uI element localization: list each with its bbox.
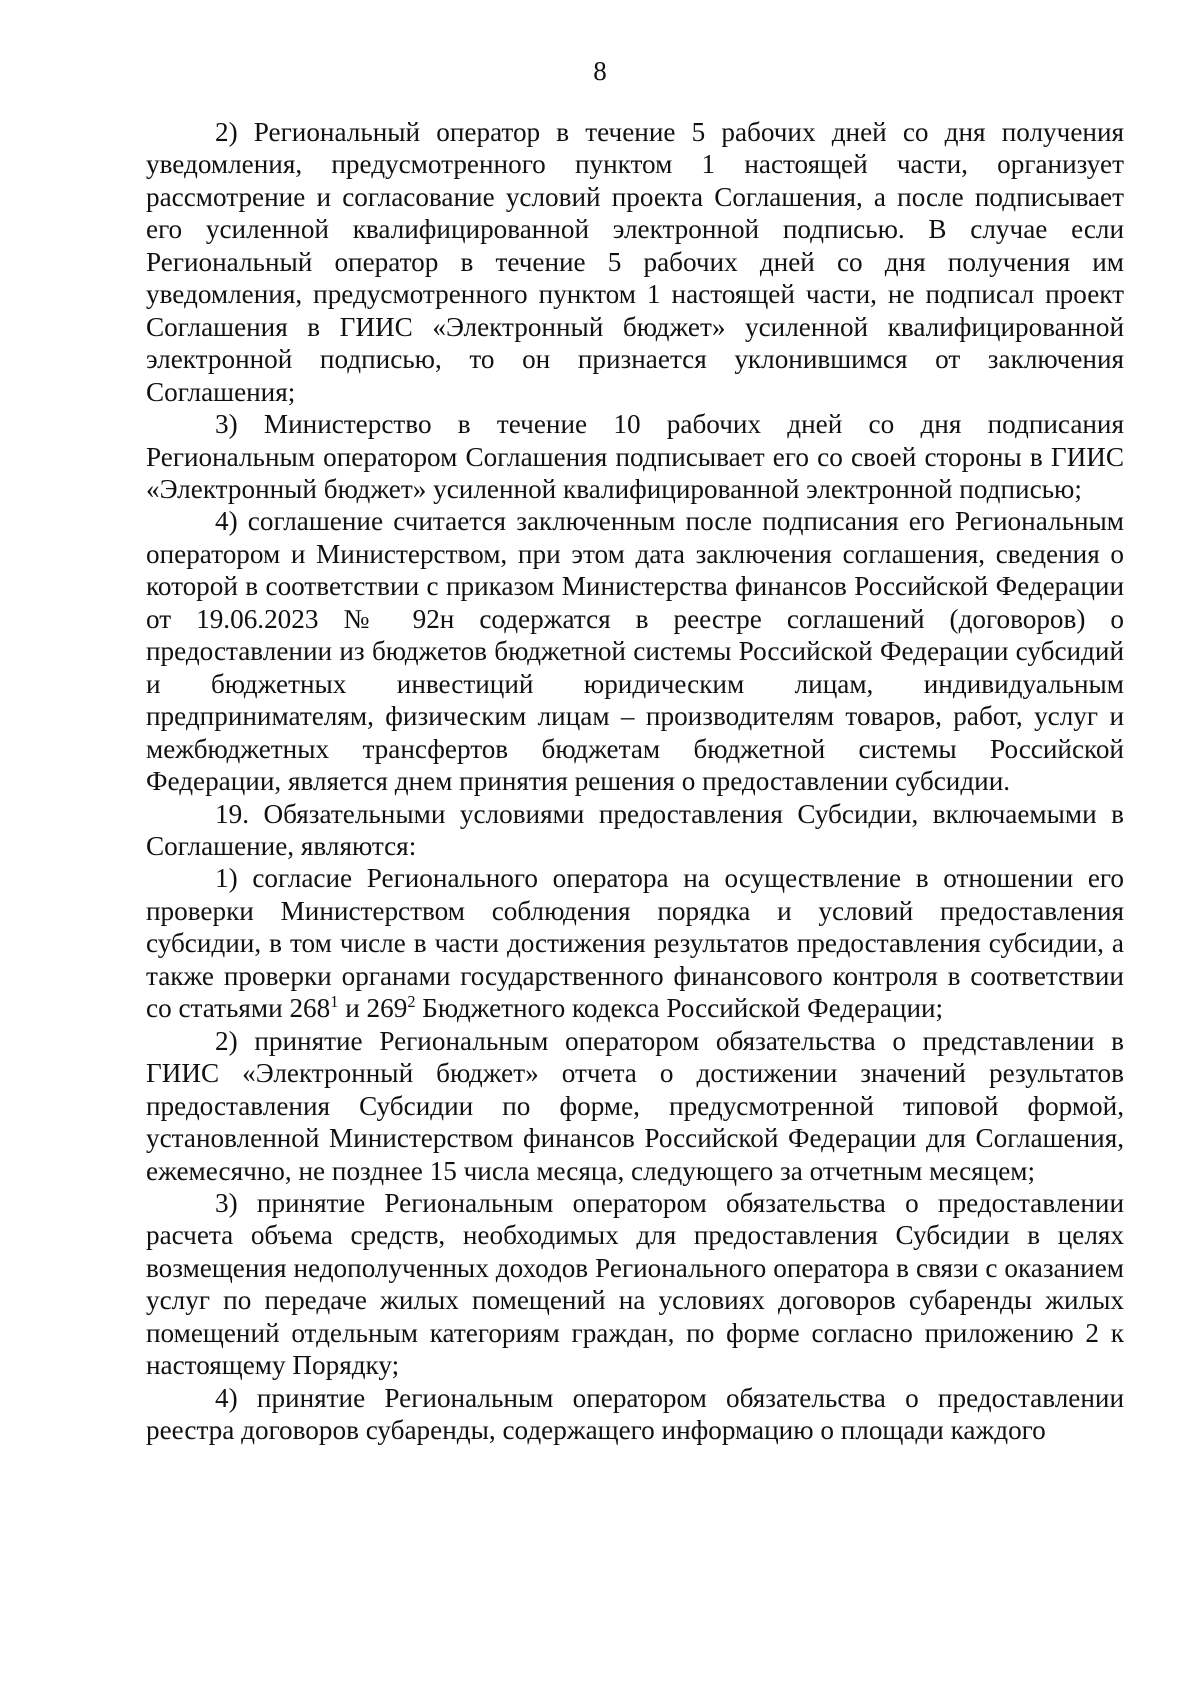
paragraph-condition-3-calculation: 3) принятие Региональным оператором обязательства о предоставлении расчета объема средств, необходимых для предоставления Субсидии в целях возмещения недополученных доходов Регионального оператора в связи с оказанием услуг по передаче жилых помещений на условиях договоров субаренды жилых помещений отдельным категориям граждан, по форме согласно приложению 2 к настоящему Порядку; — [146, 1187, 1124, 1381]
condition-1-text-end: Бюджетного кодекса Российской Федерации; — [415, 993, 944, 1024]
paragraph-condition-1-consent — [146, 862, 1124, 1024]
paragraph-condition-4-registry: 4) принятие Региональным оператором обязательства о предоставлении реестра договоров субаренды, содержащего информацию о площади каждого — [146, 1382, 1124, 1446]
article-268-superscript: 1 — [330, 992, 339, 1012]
condition-1-text-middle: и 269 — [338, 993, 408, 1024]
paragraph-clause-19-conditions: 19. Обязательными условиями предоставления Субсидии, включаемыми в Соглашение, являются: — [146, 798, 1124, 861]
paragraph-item-3-ministry-signing: 3) Министерство в течение 10 рабочих дней со дня подписания Региональным оператором Соглашения подписывает его со своей стороны в ГИИС «Электронный бюджет» усиленной квалифицированной электронной подписью; — [146, 409, 1124, 504]
paragraph-item-4-agreement-concluded: 4) соглашение считается заключенным после подписания его Региональным оператором и Министерством, при этом дата заключения соглашения, сведения о которой в соответствии с приказом Министерства финансов Российской Федерации от 19.06.2023 № 92н содержатся в реестре соглашений (договоров) о предоставлении из бюджетов бюджетной системы Российской Федерации субсидий и бюджетных инвестиций юридическим лицам, индивидуальным предпринимателям, физическим лицам – производителям товаров, работ, услуг и межбюджетных трансфертов бюджетам бюджетной системы Российской Федерации, является днем принятия решения о предоставлении субсидии. — [146, 506, 1124, 797]
paragraph-item-2-signing: 2) Региональный оператор в течение 5 рабочих дней со дня получения уведомления, предусмотренного пунктом 1 настоящей части, организует рассмотрение и согласование условий проекта Соглашения, а после подписывает его усиленной квалифицированной электронной подписью. В случае если Региональный оператор в течение 5 рабочих дней со дня получения им уведомления, предусмотренного пунктом 1 настоящей части, не подписал проект Соглашения в ГИИС «Электронный бюджет» усиленной квалифицированной электронной подписью, то он признается уклонившимся от заключения Соглашения; — [146, 117, 1124, 407]
condition-1-text-start: 1) согласие Регионального оператора на осуществление в отношении его проверки Министерством соблюдения порядка и условий предоставления субсидии, в том числе в части достижения результатов предоставления субсидии, а также проверки органами государственного финансового контроля в соответствии со статьями 268 — [146, 863, 1124, 1024]
document-body — [146, 116, 1124, 1447]
article-269-superscript: 2 — [407, 992, 416, 1012]
page-number: 8 — [593, 56, 607, 86]
paragraph-condition-2-report: 2) принятие Региональным оператором обязательства о представлении в ГИИС «Электронный бюджет» отчета о достижении значений результатов предоставления Субсидии по форме, предусмотренной типовой формой, установленной Министерством финансов Российской Федерации для Соглашения, ежемесячно, не позднее 15 числа месяца, следующего за отчетным месяцем; — [146, 1025, 1124, 1186]
